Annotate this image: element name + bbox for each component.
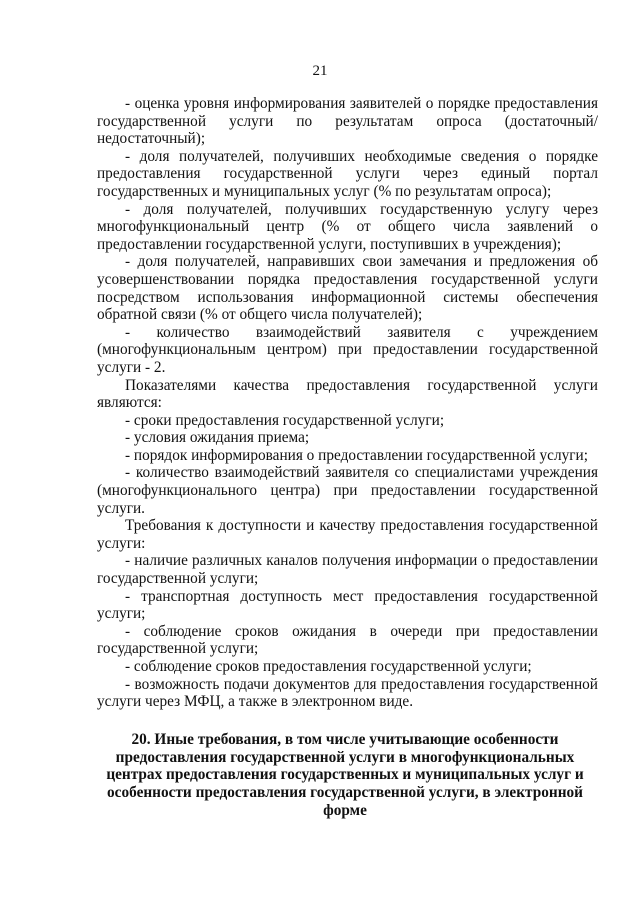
paragraph-14: - соблюдение сроков ожидания в очереди при предоставлении государственной услуги; <box>97 622 598 658</box>
paragraph-4: - доля получателей, направивших свои замечания и предложения об усовершенствовании порядка предоставления государственной услуги посредством использования информационной системы обеспечения обратной связи (% от общего числа получателей); <box>97 253 598 324</box>
page-number: 21 <box>312 63 328 79</box>
paragraph-7: - сроки предоставления государственной услуги; <box>125 411 445 429</box>
paragraph-5: - количество взаимодействий заявителя с учреждением (многофункциональным центром) при предоставлении государственной услуги - 2. <box>97 323 598 376</box>
paragraph-13: - транспортная доступность мест предоставления государственной услуги; <box>97 587 598 623</box>
heading-line-1: 20. Иные требования, в том числе учитывающие особенности <box>131 731 559 748</box>
paragraph-11: Требования к доступности и качеству предоставления государственной услуги: <box>97 517 598 552</box>
paragraph-9: - порядок информирования о предоставлении государственной услуги; <box>125 446 588 464</box>
heading-line-5: форме <box>323 801 367 819</box>
paragraph-1: - оценка уровня информирования заявителей о порядке предоставления государственной услуги по результатам опроса (достаточный/недостаточный); <box>97 95 598 148</box>
heading-line-3: центрах предоставления государственных и муниципальных услуг и <box>106 766 584 784</box>
paragraph-8: - условия ожидания приема; <box>125 429 310 447</box>
heading-line-4: особенности предоставления государственной услуги, в электронной <box>107 784 583 802</box>
paragraph-3: - доля получателей, получивших государственную услугу через многофункциональный центр (% от общего числа заявлений о предоставлении государственной услуги, поступивших в учреждения); <box>97 200 598 253</box>
paragraph-15: - соблюдение сроков предоставления государственной услуги; <box>125 658 532 675</box>
section-heading <box>100 731 590 820</box>
body-text <box>97 95 598 711</box>
paragraph-10: - количество взаимодействий заявителя со специалистами учреждения (многофункционального центра) при предоставлении государственной услуги. <box>97 464 598 517</box>
paragraph-6: Показателями качества предоставления государственной услуги являются: <box>97 376 598 412</box>
heading-line-2: предоставления государственной услуги в многофункциональных <box>115 748 575 766</box>
paragraph-16: - возможность подачи документов для предоставления государственной услуги через МФЦ, а также в электронном виде. <box>97 675 598 711</box>
paragraph-2: - доля получателей, получивших необходимые сведения о порядке предоставления государственной услуги через единый портал государственных и муниципальных услуг (% по результатам опроса); <box>97 147 598 200</box>
paragraph-12: - наличие различных каналов получения информации о предоставлении государственной услуги; <box>97 552 598 588</box>
